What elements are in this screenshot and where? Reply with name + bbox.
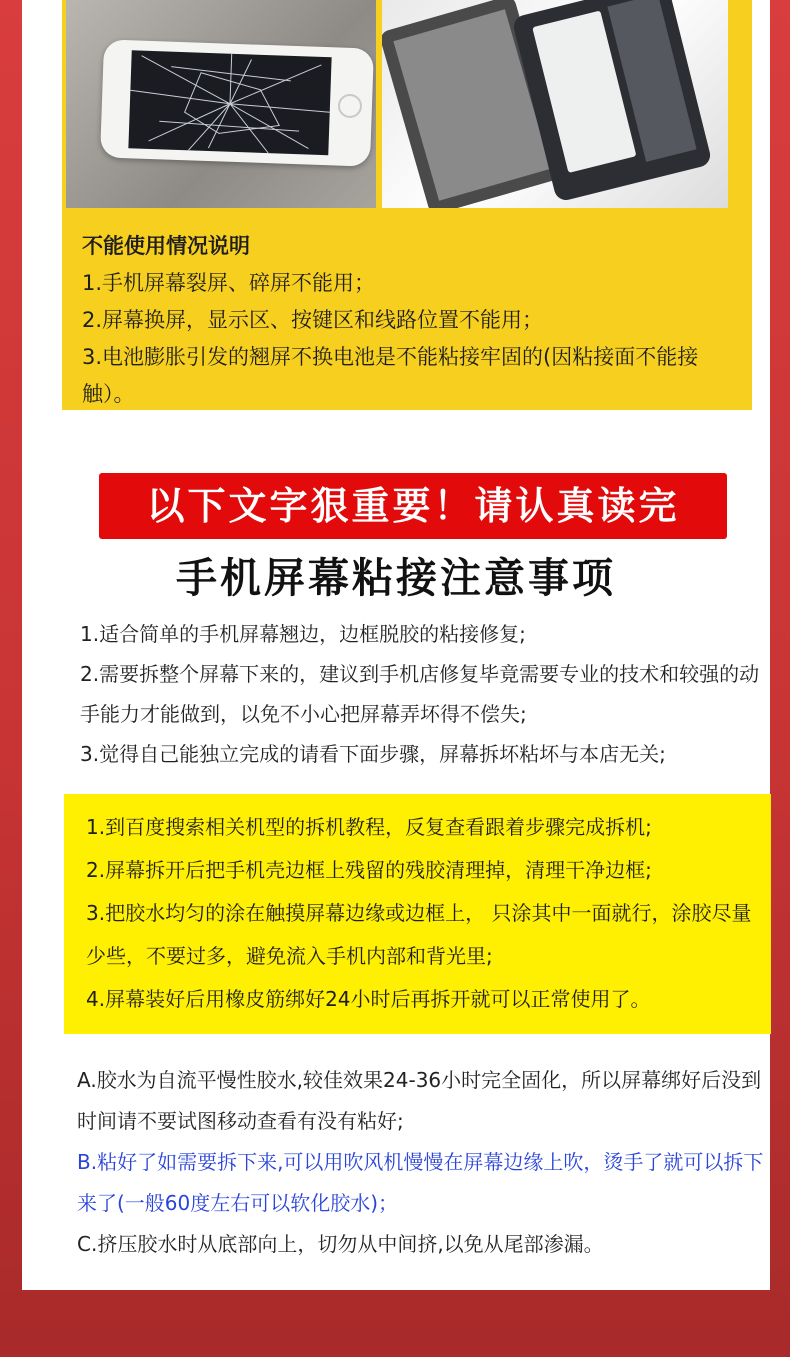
tip-c: C.挤压胶水时从底部向上，切勿从中间挤,以免从尾部渗漏。 [77, 1232, 604, 1256]
page-heading: 手机屏幕粘接注意事项 [176, 554, 616, 602]
tip-a: A.胶水为自流平慢性胶水,较佳效果24-36小时完全固化，所以屏幕绑好后没到时间请不要试图移动查看有没有粘好; [77, 1068, 762, 1133]
steps-list [86, 806, 758, 1021]
usage-restrictions [82, 228, 732, 413]
steps-panel [64, 794, 771, 1034]
step-item: 2.屏幕拆开后把手机壳边框上残留的残胶清理掉，清理干净边框; [86, 858, 652, 882]
content-card [22, 0, 770, 1290]
note-item: 1.适合简单的手机屏幕翘边，边框脱胶的粘接修复; [80, 622, 526, 646]
note-item: 3.觉得自己能独立完成的请看下面步骤，屏幕拆坏粘坏与本店无关; [80, 742, 666, 766]
restrictions-title: 不能使用情况说明 [82, 234, 250, 258]
restriction-item: 2.屏幕换屏，显示区、按键区和线路位置不能用； [82, 308, 544, 332]
step-item: 1.到百度搜索相关机型的拆机教程，反复查看跟着步骤完成拆机; [86, 815, 652, 839]
important-banner: 以下文字狠重要！请认真读完 [99, 473, 727, 539]
info-panel [62, 0, 752, 410]
home-button [338, 94, 363, 119]
restriction-item: 3.电池膨胀引发的翘屏不换电池是不能粘接牢固的(因粘接面不能接触）。 [82, 345, 699, 406]
step-item: 4.屏幕装好后用橡皮筋绑好24小时后再拆开就可以正常使用了。 [86, 987, 651, 1011]
cracked-phone-photo [66, 0, 376, 208]
cracked-screen [128, 50, 331, 155]
cracked-phone [100, 39, 374, 166]
tip-b: B.粘好了如需要拆下来,可以用吹风机慢慢在屏幕边缘上吹，烫手了就可以拆下来了(一般60度左右可以软化胶水)； [77, 1150, 764, 1215]
step-item: 3.把胶水均匀的涂在触摸屏幕边缘或边框上， 只涂其中一面就行，涂胶尽量少些，不要过多，避免流入手机内部和背光里; [86, 901, 752, 968]
note-item: 2.需要拆整个屏幕下来的，建议到手机店修复毕竟需要专业的技术和较强的动手能力才能做到，以免不小心把屏幕弄坏得不偿失; [80, 662, 760, 726]
opened-phone-photo [382, 0, 728, 208]
tips-list [77, 1060, 767, 1265]
restriction-item: 1.手机屏幕裂屏、碎屏不能用； [82, 271, 376, 295]
notes-list [80, 614, 770, 774]
